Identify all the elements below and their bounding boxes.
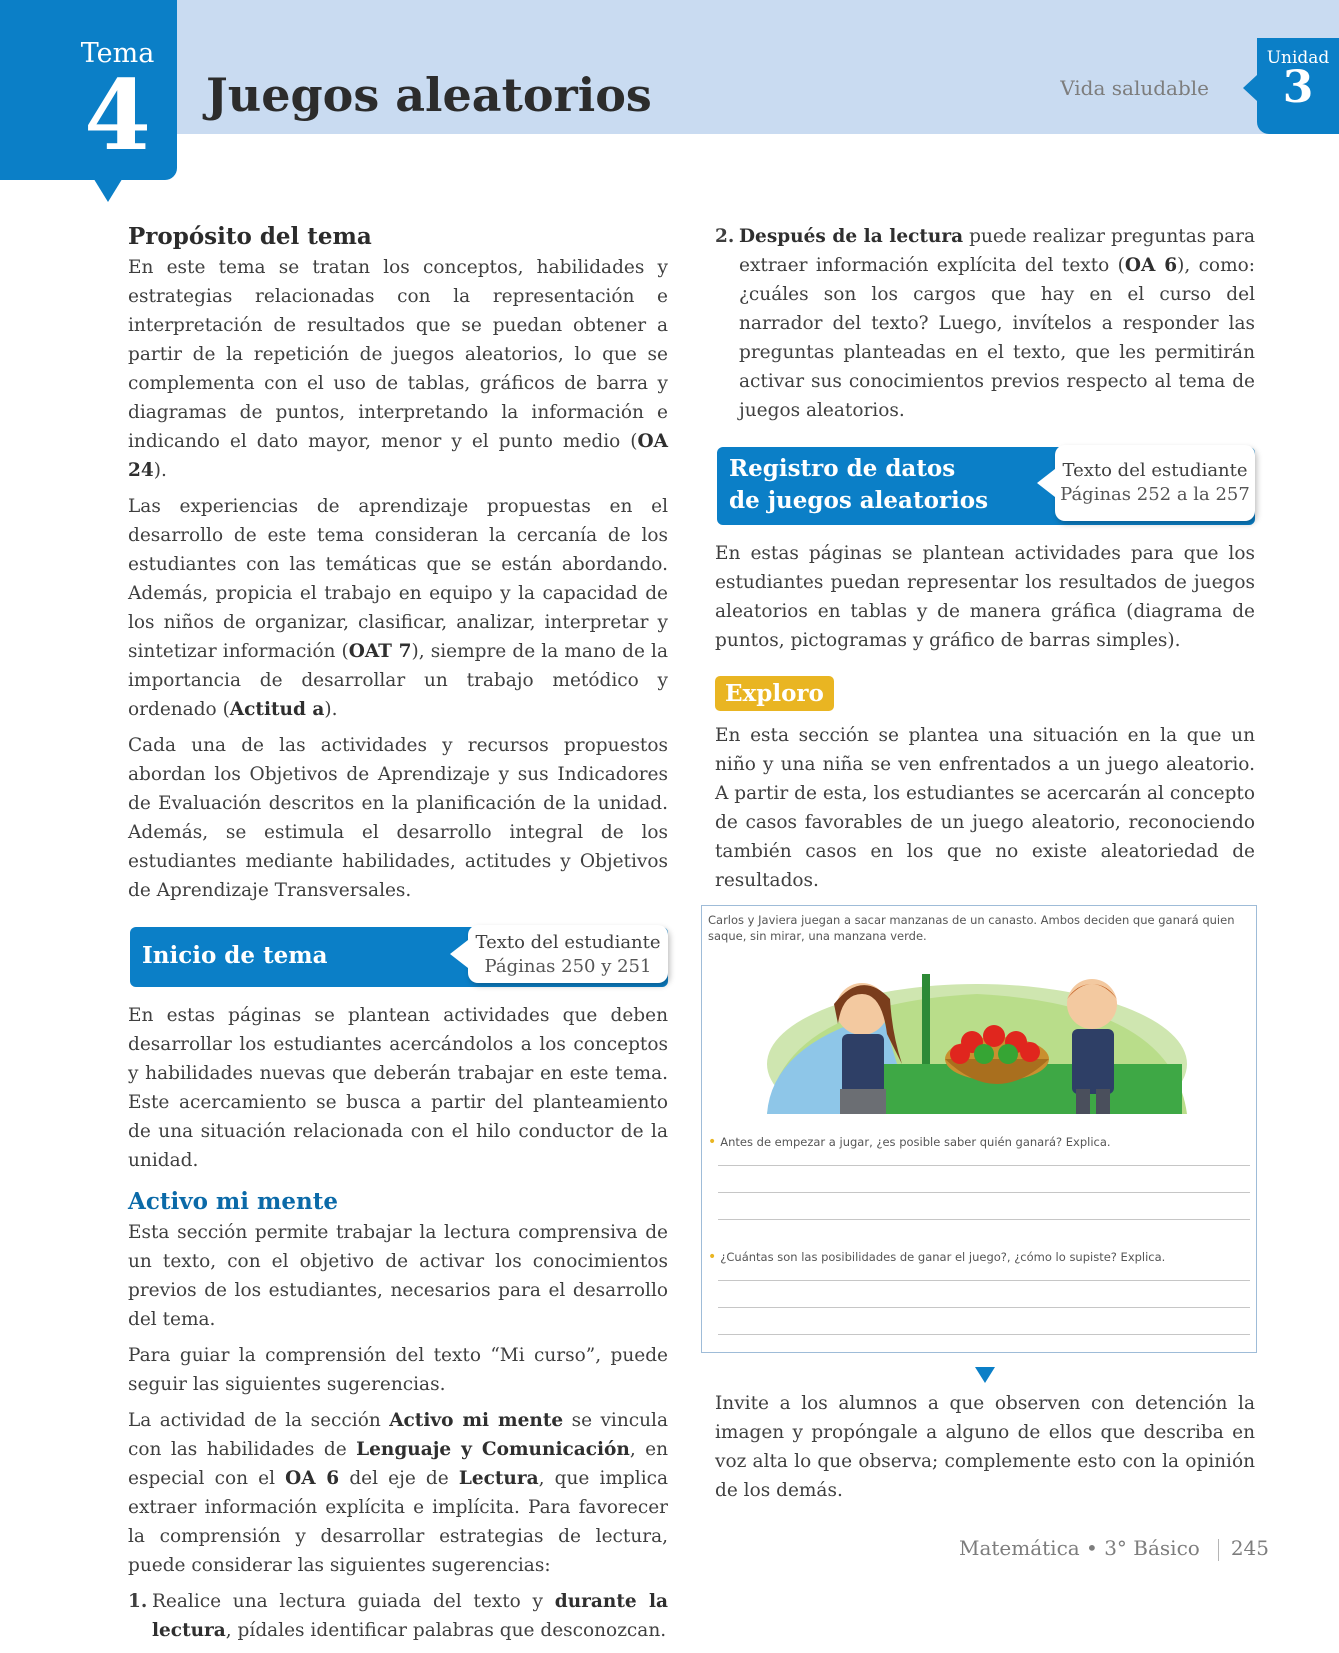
footer-subject: Matemática • 3° Básico	[958, 1536, 1200, 1560]
inicio-paragraph: En estas páginas se plantean actividades que deben desarrollar los estudiantes acercándolos a los conceptos y habilidades nuevas que deberán trabajar en este tema. Este acercamiento se busca a partir del planteamiento de una situación relacionada con el hilo conductor de la unidad.	[128, 1005, 668, 1171]
exploro-label: Exploro	[715, 676, 834, 711]
unidad-label: Unidad	[1266, 48, 1330, 68]
suggestion-number-1: 1.	[128, 1591, 148, 1612]
student-text-excerpt	[701, 905, 1257, 1353]
unit-theme-label: Vida saludable	[1060, 76, 1209, 100]
inicio-tag-line2: Páginas 250 y 251	[484, 956, 652, 977]
proposito-paragraph-1: En este tema se tratan los conceptos, habilidades y estrategias relacionadas con la representación e interpretación de resultados que se puedan obtener a partir de la repetición de juegos aleatorios, lo que se complementa con el uso de tablas, gráficos de barra y diagramas de puntos, interpretando la información e indicando el dato mayor, menor y el punto medio (OA 24).	[128, 257, 668, 481]
exploro-paragraph: En esta sección se plantea una situación en la que un niño y una niña se ven enfrentados a un juego aleatorio. A partir de esta, los estudiantes se acercarán al concepto de casos favorables de un juego aleatorio, reconociendo también casos en los que no existe aleatoriedad de resultados.	[715, 725, 1255, 891]
excerpt-intro: Carlos y Javiera juegan a sacar manzanas de un canasto. Ambos deciden que ganará quien saque, sin mirar, una manzana verde.	[708, 913, 1235, 943]
children-apple-basket-illustration	[762, 964, 1192, 1114]
page-number: 245	[1230, 1536, 1269, 1560]
inicio-banner	[128, 925, 668, 987]
page-footer	[959, 1536, 1269, 1561]
registro-paragraph: En estas páginas se plantean actividades para que los estudiantes puedan representar los resultados de juegos aleatorios en tablas y de manera gráfica (diagrama de puntos, pictogramas y gráfico de barras simples).	[715, 543, 1255, 651]
answer-line	[718, 1307, 1250, 1308]
answer-line	[718, 1219, 1250, 1220]
registro-tag-line1: Texto del estudiante	[1062, 460, 1248, 481]
activo-paragraph-1: Esta sección permite trabajar la lectura comprensiva de un texto, con el objetivo de activar los conocimientos previos de los estudiantes, necesarios para el desarrollo del tema.	[128, 1222, 668, 1330]
unit-pointer-icon	[1243, 75, 1257, 101]
proposito-paragraph-2: Las experiencias de aprendizaje propuestas en el desarrollo de este tema consideran la cercanía de los estudiantes con las temáticas que se están abordando. Además, propicia el trabajo en equipo y la capacidad de los niños de organizar, clasificar, analizar, interpretar y sintetizar información (OAT 7), siempre de la mano de la importancia de desarrollar un trabajo metódico y ordenado (Actitud a).	[128, 496, 668, 720]
inicio-banner-title: Inicio de tema	[142, 942, 328, 969]
bullet-icon: •	[708, 1249, 717, 1265]
inicio-reference-tag	[468, 925, 668, 983]
suggestion-number-2: 2.	[715, 226, 735, 247]
answer-line	[718, 1165, 1250, 1166]
inicio-tag-line1: Texto del estudiante	[475, 932, 661, 953]
activo-paragraph-2: Para guiar la comprensión del texto “Mi curso”, puede seguir las siguientes sugerencias.	[128, 1345, 668, 1395]
answer-line	[718, 1192, 1250, 1193]
registro-banner	[715, 445, 1255, 525]
proposito-paragraph-3: Cada una de las actividades y recursos propuestos abordan los Objetivos de Aprendizaje y sus Indicadores de Evaluación descritos en la planificación de la unidad. Además, se estimula el desarrollo integral de los estudiantes mediante habilidades, actitudes y Objetivos de Aprendizaje Transversales.	[128, 735, 668, 901]
tema-number: 4	[84, 59, 151, 172]
right-column	[708, 222, 1255, 1512]
left-column	[128, 222, 668, 1653]
activo-paragraph-3: La actividad de la sección Activo mi mente se vincula con las habilidades de Lenguaje y Comunicación, en especial con el OA 6 del eje de Lectura, que implica extraer información explícita e implícita. Para favorecer la comprensión y desarrollar estrategias de lectura, puede considerar las siguientes sugerencias:	[128, 1410, 668, 1576]
proposito-heading: Propósito del tema	[128, 223, 372, 250]
tema-badge	[0, 0, 177, 180]
answer-line	[718, 1334, 1250, 1335]
answer-line	[718, 1280, 1250, 1281]
registro-reference-tag	[1055, 445, 1255, 521]
unidad-badge	[1257, 38, 1339, 134]
down-arrow-icon	[975, 1367, 995, 1383]
unidad-number: 3	[1282, 62, 1314, 113]
bullet-icon: •	[708, 1134, 717, 1150]
registro-tag-line2: Páginas 252 a la 257	[1060, 484, 1250, 505]
registro-banner-title: Registro de datos de juegos aleatorios	[729, 455, 989, 514]
activo-heading: Activo mi mente	[128, 1188, 338, 1215]
page-title: Juegos aleatorios	[206, 68, 652, 122]
suggestion-item-1: 1. Realice una lectura guiada del texto y durante la lectura, pídales identificar palabras que desconozcan.	[128, 1587, 668, 1645]
tema-badge-notch	[92, 176, 124, 202]
excerpt-question-1: • Antes de empezar a jugar, ¿es posible saber quién ganará? Explica.	[708, 1134, 1111, 1150]
tema-label: Tema	[80, 38, 155, 69]
footer-divider	[1218, 1539, 1219, 1561]
suggestion-item-2: 2. Después de la lectura puede realizar preguntas para extraer información explícita del texto (OA 6), como: ¿cuáles son los cargos que hay en el curso del narrador del texto? Luego, invítelos a responder las preguntas planteadas en el texto, que les permitirán activar sus conocimientos previos respecto al tema de juegos aleatorios.	[715, 222, 1255, 425]
closing-paragraph: Invite a los alumnos a que observen con detención la imagen y propóngale a alguno de ellos que describa en voz alta lo que observa; complemente esto con la opinión de los demás.	[715, 1393, 1255, 1501]
excerpt-question-2: • ¿Cuántas son las posibilidades de ganar el juego?, ¿cómo lo supiste? Explica.	[708, 1249, 1166, 1265]
